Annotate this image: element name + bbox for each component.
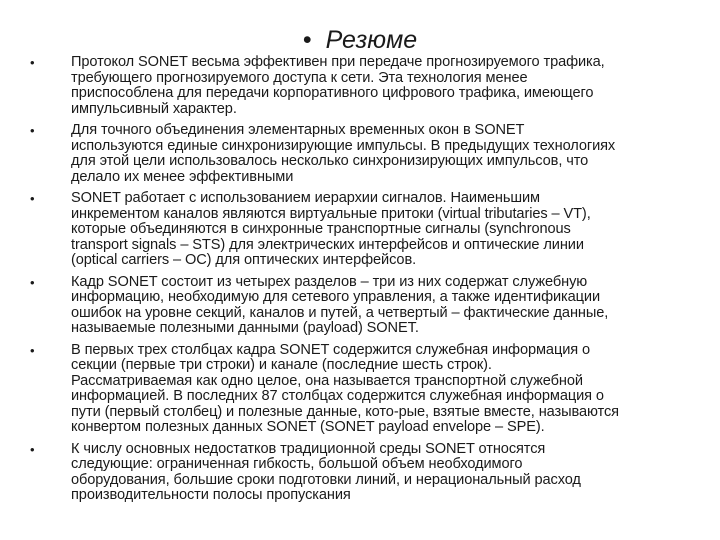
bullet-icon: • bbox=[30, 441, 35, 457]
list-item bbox=[0, 123, 720, 185]
bullet-icon: • bbox=[30, 123, 35, 138]
title-bullet-icon: • bbox=[302, 26, 312, 54]
bullet-icon: • bbox=[30, 55, 35, 70]
list-item-text: Для точного объединения элементарных временных окон в SONET используются единые синхронизирующие импульсы. В предыдущих технологиях для этой цели использовалось несколько синхронизирующих импульсов, что делало их менее эффективными bbox=[71, 122, 616, 185]
list-item bbox=[0, 442, 720, 504]
list-item-text: К числу основных недостатков традиционной среды SONET относятся следующие: ограниченная гибкость, большой объем необходимого оборудования, большие сроки подготовки линий, и нерациональный расход производительности полосы пропускания bbox=[71, 440, 581, 503]
bullet-list bbox=[0, 55, 720, 504]
list-item-text: Протокол SONET весьма эффективен при передаче прогнозируемого трафика, требующего прогнозируемого доступа к сети. Эта технология менее приспособлена для передачи корпоративного цифрового трафика, имеющего импульсивный характер. bbox=[71, 54, 605, 117]
list-item-text: В первых трех столбцах кадра SONET содержится служебная информация о секции (первые три строки) и канале (последние шесть строк). Рассматриваемая как одно целое, она называется транспортной служебной информацией. В последних 87 столбцах содержится служебная информация о пути (первый столбец) и полезные данные, кото-рые, взятые вместе, называются конвертом полезных данных SONET (SONET payload envelope – SPE). bbox=[71, 341, 619, 435]
list-item bbox=[0, 275, 720, 337]
slide-title bbox=[0, 24, 720, 56]
list-item-text: Кадр SONET состоит из четырех разделов – три из них содержат служебную информацию, необходимую для сетевого управления, а также идентификации ошибок на уровне секций, каналов и путей, а четвертый – фактические данные, называемые полезными данными (payload) SONET. bbox=[71, 273, 609, 336]
list-item bbox=[0, 343, 720, 436]
bullet-icon: • bbox=[30, 342, 35, 358]
list-item bbox=[0, 55, 720, 117]
list-item bbox=[0, 191, 720, 269]
bullet-icon: • bbox=[30, 191, 35, 206]
slide-title-text: Резюме bbox=[325, 26, 418, 54]
list-item-text: SONET работает с использованием иерархии сигналов. Наименьшим инкрементом каналов являются виртуальные притоки (virtual tributaries – VT), которые объединяются в синхронные транспортные сигналы (synchronous transport signals – STS) для электрических интерфейсов и оптические линии (optical carriers – OC) для оптических интерфейсов. bbox=[71, 190, 591, 268]
bullet-icon: • bbox=[30, 274, 35, 290]
